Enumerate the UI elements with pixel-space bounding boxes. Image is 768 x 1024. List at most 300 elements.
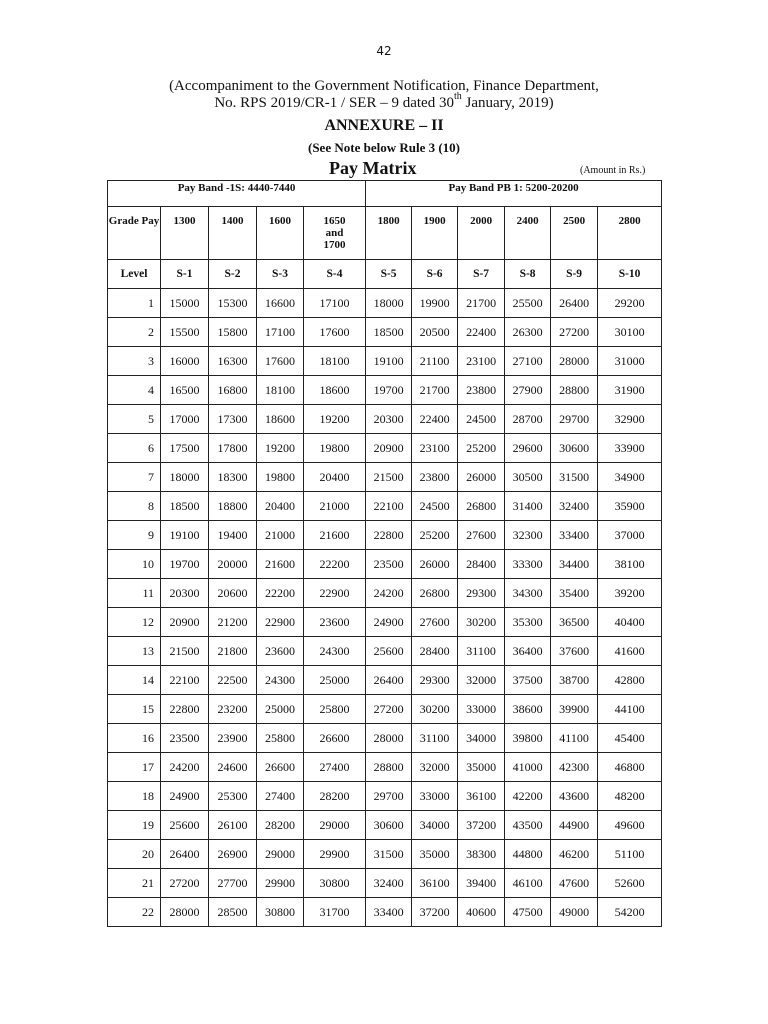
pay-value-cell: 40600	[458, 898, 505, 927]
pay-value-cell: 17100	[304, 289, 366, 318]
table-row	[108, 579, 662, 608]
pay-value-cell: 26900	[209, 840, 257, 869]
table-row	[108, 666, 662, 695]
pay-value-cell: 16000	[161, 347, 209, 376]
pay-value-cell: 28800	[551, 376, 598, 405]
pay-value-cell: 28400	[458, 550, 505, 579]
notification-number: No. RPS 2019/CR-1 / SER – 9 dated 30	[214, 95, 454, 111]
table-row	[108, 434, 662, 463]
pay-value-cell: 20900	[161, 608, 209, 637]
pay-value-cell: 28000	[161, 898, 209, 927]
pay-value-cell: 33000	[458, 695, 505, 724]
pay-value-cell: 47500	[505, 898, 551, 927]
pay-value-cell: 19800	[257, 463, 304, 492]
pay-value-cell: 21700	[412, 376, 458, 405]
pay-value-cell: 24600	[209, 753, 257, 782]
pay-value-cell: 25500	[505, 289, 551, 318]
row-index-cell: 4	[108, 376, 161, 405]
pay-value-cell: 33400	[366, 898, 412, 927]
pay-band-header-row	[108, 181, 662, 207]
pay-value-cell: 36100	[412, 869, 458, 898]
date-ordinal-suffix: th	[453, 91, 462, 102]
amount-unit-note: (Amount in Rs.)	[580, 165, 646, 176]
table-row	[108, 840, 662, 869]
pay-value-cell: 18300	[209, 463, 257, 492]
pay-value-cell: 19100	[366, 347, 412, 376]
pay-value-cell: 28200	[257, 811, 304, 840]
row-index-cell: 8	[108, 492, 161, 521]
pay-value-cell: 23900	[209, 724, 257, 753]
pay-value-cell: 26400	[551, 289, 598, 318]
pay-value-cell: 29600	[505, 434, 551, 463]
pay-value-cell: 38600	[505, 695, 551, 724]
pay-value-cell: 18000	[366, 289, 412, 318]
pay-value-cell: 15800	[209, 318, 257, 347]
pay-value-cell: 23600	[304, 608, 366, 637]
pay-value-cell: 17600	[257, 347, 304, 376]
pay-value-cell: 20300	[366, 405, 412, 434]
pay-value-cell: 27200	[161, 869, 209, 898]
pay-value-cell: 18500	[366, 318, 412, 347]
pay-value-cell: 39400	[458, 869, 505, 898]
row-index-cell: 15	[108, 695, 161, 724]
pay-value-cell: 20900	[366, 434, 412, 463]
pay-value-cell: 31700	[304, 898, 366, 927]
row-index-cell: 19	[108, 811, 161, 840]
pay-value-cell: 38700	[551, 666, 598, 695]
pay-value-cell: 20400	[257, 492, 304, 521]
pay-value-cell: 27900	[505, 376, 551, 405]
table-row	[108, 608, 662, 637]
table-row	[108, 753, 662, 782]
pay-value-cell: 31500	[551, 463, 598, 492]
pay-value-cell: 28700	[505, 405, 551, 434]
pay-value-cell: 22400	[412, 405, 458, 434]
pay-value-cell: 37200	[412, 898, 458, 927]
pay-value-cell: 36100	[458, 782, 505, 811]
pay-value-cell: 30600	[366, 811, 412, 840]
table-row	[108, 724, 662, 753]
pay-value-cell: 33900	[598, 434, 662, 463]
pay-value-cell: 30800	[304, 869, 366, 898]
pay-value-cell: 19700	[366, 376, 412, 405]
grade-pay-cell: 2000	[458, 207, 505, 260]
pay-value-cell: 29200	[598, 289, 662, 318]
pay-value-cell: 21200	[209, 608, 257, 637]
pay-value-cell: 29300	[458, 579, 505, 608]
pay-value-cell: 31400	[505, 492, 551, 521]
grade-pay-cell: 1800	[366, 207, 412, 260]
pay-value-cell: 28000	[366, 724, 412, 753]
pay-value-cell: 16500	[161, 376, 209, 405]
pay-value-cell: 32900	[598, 405, 662, 434]
pay-value-cell: 25200	[458, 434, 505, 463]
pay-value-cell: 39900	[551, 695, 598, 724]
pay-value-cell: 19900	[412, 289, 458, 318]
pay-value-cell: 37000	[598, 521, 662, 550]
pay-value-cell: 17600	[304, 318, 366, 347]
pay-value-cell: 26000	[412, 550, 458, 579]
pay-value-cell: 25800	[257, 724, 304, 753]
pay-value-cell: 25000	[257, 695, 304, 724]
pay-value-cell: 20400	[304, 463, 366, 492]
notification-date: January, 2019)	[461, 95, 554, 111]
pay-value-cell: 30500	[505, 463, 551, 492]
pay-value-cell: 42300	[551, 753, 598, 782]
grade-pay-row	[108, 207, 662, 260]
pay-value-cell: 21600	[304, 521, 366, 550]
table-row	[108, 347, 662, 376]
level-header-cell: S-2	[209, 260, 257, 289]
pay-value-cell: 32400	[366, 869, 412, 898]
pay-value-cell: 21800	[209, 637, 257, 666]
pay-value-cell: 24300	[257, 666, 304, 695]
table-row	[108, 492, 662, 521]
pay-value-cell: 17100	[257, 318, 304, 347]
pay-value-cell: 24500	[412, 492, 458, 521]
pay-value-cell: 15300	[209, 289, 257, 318]
pay-value-cell: 30200	[458, 608, 505, 637]
table-row	[108, 289, 662, 318]
row-index-cell: 17	[108, 753, 161, 782]
pay-value-cell: 46200	[551, 840, 598, 869]
pay-value-cell: 20500	[412, 318, 458, 347]
pay-value-cell: 22100	[366, 492, 412, 521]
pay-value-cell: 17300	[209, 405, 257, 434]
table-row	[108, 521, 662, 550]
pay-value-cell: 22800	[161, 695, 209, 724]
pay-value-cell: 36500	[551, 608, 598, 637]
pay-value-cell: 40400	[598, 608, 662, 637]
pay-value-cell: 25600	[366, 637, 412, 666]
grade-pay-cell: 1650 and 1700	[304, 207, 366, 260]
level-header-cell: S-1	[161, 260, 209, 289]
pay-value-cell: 38100	[598, 550, 662, 579]
pay-value-cell: 18500	[161, 492, 209, 521]
pay-value-cell: 29900	[304, 840, 366, 869]
pay-value-cell: 26800	[458, 492, 505, 521]
pay-value-cell: 27700	[209, 869, 257, 898]
pay-value-cell: 18100	[257, 376, 304, 405]
pay-value-cell: 45400	[598, 724, 662, 753]
pay-value-cell: 18600	[304, 376, 366, 405]
level-header-cell: S-4	[304, 260, 366, 289]
row-index-cell: 1	[108, 289, 161, 318]
pay-value-cell: 23800	[412, 463, 458, 492]
pay-value-cell: 21000	[257, 521, 304, 550]
pay-value-cell: 24300	[304, 637, 366, 666]
table-row	[108, 550, 662, 579]
pay-value-cell: 46800	[598, 753, 662, 782]
grade-pay-cell: 2400	[505, 207, 551, 260]
pay-value-cell: 41000	[505, 753, 551, 782]
pay-value-cell: 36400	[505, 637, 551, 666]
pay-value-cell: 32000	[458, 666, 505, 695]
pay-value-cell: 27100	[505, 347, 551, 376]
pay-value-cell: 19800	[304, 434, 366, 463]
pay-value-cell: 47600	[551, 869, 598, 898]
pay-value-cell: 29900	[257, 869, 304, 898]
pay-value-cell: 21100	[412, 347, 458, 376]
table-row	[108, 811, 662, 840]
pay-value-cell: 32000	[412, 753, 458, 782]
pay-value-cell: 37500	[505, 666, 551, 695]
pay-value-cell: 21500	[161, 637, 209, 666]
pay-value-cell: 24200	[366, 579, 412, 608]
pay-value-cell: 49600	[598, 811, 662, 840]
pay-value-cell: 43600	[551, 782, 598, 811]
row-index-cell: 18	[108, 782, 161, 811]
pay-band-pb1-header: Pay Band PB 1: 5200-20200	[366, 181, 662, 207]
pay-value-cell: 44100	[598, 695, 662, 724]
table-row	[108, 405, 662, 434]
pay-value-cell: 19700	[161, 550, 209, 579]
pay-value-cell: 24200	[161, 753, 209, 782]
row-index-cell: 2	[108, 318, 161, 347]
pay-value-cell: 18000	[161, 463, 209, 492]
pay-value-cell: 25200	[412, 521, 458, 550]
pay-value-cell: 33300	[505, 550, 551, 579]
pay-value-cell: 35000	[458, 753, 505, 782]
pay-value-cell: 27400	[257, 782, 304, 811]
pay-value-cell: 26800	[412, 579, 458, 608]
page-number: 42	[376, 44, 392, 58]
pay-value-cell: 19200	[257, 434, 304, 463]
row-index-cell: 20	[108, 840, 161, 869]
pay-value-cell: 26100	[209, 811, 257, 840]
pay-value-cell: 23800	[458, 376, 505, 405]
pay-value-cell: 29700	[551, 405, 598, 434]
grade-pay-cell: 1600	[257, 207, 304, 260]
row-index-cell: 9	[108, 521, 161, 550]
row-index-cell: 21	[108, 869, 161, 898]
pay-value-cell: 28200	[304, 782, 366, 811]
level-header-cell: S-6	[412, 260, 458, 289]
level-header-cell: S-3	[257, 260, 304, 289]
table-row	[108, 637, 662, 666]
pay-value-cell: 34000	[458, 724, 505, 753]
pay-value-cell: 46100	[505, 869, 551, 898]
pay-value-cell: 29000	[257, 840, 304, 869]
pay-value-cell: 31100	[458, 637, 505, 666]
pay-value-cell: 16600	[257, 289, 304, 318]
row-index-cell: 16	[108, 724, 161, 753]
pay-value-cell: 22900	[257, 608, 304, 637]
grade-pay-cell: 2500	[551, 207, 598, 260]
pay-value-cell: 24900	[366, 608, 412, 637]
pay-value-cell: 16300	[209, 347, 257, 376]
pay-value-cell: 31000	[598, 347, 662, 376]
pay-value-cell: 27200	[366, 695, 412, 724]
pay-value-cell: 37600	[551, 637, 598, 666]
pay-value-cell: 31100	[412, 724, 458, 753]
pay-value-cell: 26400	[366, 666, 412, 695]
pay-value-cell: 42200	[505, 782, 551, 811]
pay-value-cell: 30200	[412, 695, 458, 724]
pay-value-cell: 23100	[412, 434, 458, 463]
table-row	[108, 463, 662, 492]
grade-pay-cell: 2800	[598, 207, 662, 260]
pay-value-cell: 39800	[505, 724, 551, 753]
pay-value-cell: 29700	[366, 782, 412, 811]
pay-band-1s-header: Pay Band -1S: 4440-7440	[108, 181, 366, 207]
pay-value-cell: 25300	[209, 782, 257, 811]
pay-value-cell: 49000	[551, 898, 598, 927]
pay-value-cell: 15000	[161, 289, 209, 318]
pay-value-cell: 31900	[598, 376, 662, 405]
pay-value-cell: 48200	[598, 782, 662, 811]
level-header-cell: S-10	[598, 260, 662, 289]
level-header-row	[108, 260, 662, 289]
pay-value-cell: 39200	[598, 579, 662, 608]
pay-value-cell: 16800	[209, 376, 257, 405]
page-title: Pay Matrix	[329, 158, 417, 178]
pay-value-cell: 42800	[598, 666, 662, 695]
pay-value-cell: 20300	[161, 579, 209, 608]
grade-pay-cell: 1900	[412, 207, 458, 260]
pay-value-cell: 28800	[366, 753, 412, 782]
pay-value-cell: 52600	[598, 869, 662, 898]
level-header-cell: S-8	[505, 260, 551, 289]
pay-value-cell: 17800	[209, 434, 257, 463]
pay-value-cell: 25800	[304, 695, 366, 724]
pay-value-cell: 35000	[412, 840, 458, 869]
pay-value-cell: 24900	[161, 782, 209, 811]
pay-value-cell: 26600	[304, 724, 366, 753]
pay-value-cell: 35300	[505, 608, 551, 637]
pay-value-cell: 38300	[458, 840, 505, 869]
row-index-cell: 6	[108, 434, 161, 463]
pay-value-cell: 15500	[161, 318, 209, 347]
pay-value-cell: 33400	[551, 521, 598, 550]
pay-value-cell: 23600	[257, 637, 304, 666]
pay-value-cell: 23500	[161, 724, 209, 753]
row-index-cell: 14	[108, 666, 161, 695]
pay-value-cell: 35900	[598, 492, 662, 521]
grade-pay-cell: 1400	[209, 207, 257, 260]
table-row	[108, 898, 662, 927]
table-row	[108, 695, 662, 724]
pay-value-cell: 27600	[458, 521, 505, 550]
pay-value-cell: 26300	[505, 318, 551, 347]
pay-value-cell: 18800	[209, 492, 257, 521]
pay-value-cell: 51100	[598, 840, 662, 869]
pay-value-cell: 22800	[366, 521, 412, 550]
pay-value-cell: 21500	[366, 463, 412, 492]
table-row	[108, 782, 662, 811]
pay-value-cell: 35400	[551, 579, 598, 608]
table-row	[108, 318, 662, 347]
pay-value-cell: 26000	[458, 463, 505, 492]
pay-value-cell: 34900	[598, 463, 662, 492]
pay-value-cell: 43500	[505, 811, 551, 840]
pay-value-cell: 26400	[161, 840, 209, 869]
pay-value-cell: 22200	[257, 579, 304, 608]
pay-value-cell: 19100	[161, 521, 209, 550]
pay-value-cell: 34400	[551, 550, 598, 579]
row-index-cell: 10	[108, 550, 161, 579]
pay-value-cell: 22200	[304, 550, 366, 579]
pay-value-cell: 32400	[551, 492, 598, 521]
pay-value-cell: 30100	[598, 318, 662, 347]
pay-value-cell: 24500	[458, 405, 505, 434]
table-row	[108, 376, 662, 405]
see-note-reference: (See Note below Rule 3 (10)	[308, 140, 460, 155]
level-header-cell: S-9	[551, 260, 598, 289]
pay-value-cell: 28500	[209, 898, 257, 927]
pay-value-cell: 32300	[505, 521, 551, 550]
pay-value-cell: 31500	[366, 840, 412, 869]
pay-matrix-table	[107, 180, 662, 927]
pay-value-cell: 23200	[209, 695, 257, 724]
pay-value-cell: 41600	[598, 637, 662, 666]
pay-value-cell: 18100	[304, 347, 366, 376]
row-index-cell: 5	[108, 405, 161, 434]
pay-value-cell: 41100	[551, 724, 598, 753]
pay-value-cell: 27200	[551, 318, 598, 347]
annexure-heading: ANNEXURE – II	[324, 117, 444, 134]
pay-value-cell: 19200	[304, 405, 366, 434]
pay-value-cell: 23100	[458, 347, 505, 376]
pay-value-cell: 29000	[304, 811, 366, 840]
pay-value-cell: 27600	[412, 608, 458, 637]
pay-value-cell: 44900	[551, 811, 598, 840]
pay-value-cell: 30600	[551, 434, 598, 463]
pay-value-cell: 18600	[257, 405, 304, 434]
pay-value-cell: 34300	[505, 579, 551, 608]
pay-value-cell: 34000	[412, 811, 458, 840]
grade-pay-cell: 1300	[161, 207, 209, 260]
pay-value-cell: 23500	[366, 550, 412, 579]
pay-value-cell: 21700	[458, 289, 505, 318]
pay-value-cell: 22900	[304, 579, 366, 608]
pay-value-cell: 22100	[161, 666, 209, 695]
pay-value-cell: 19400	[209, 521, 257, 550]
grade-pay-label: Grade Pay	[108, 207, 161, 260]
pay-value-cell: 28000	[551, 347, 598, 376]
pay-value-cell: 21000	[304, 492, 366, 521]
row-index-cell: 11	[108, 579, 161, 608]
pay-value-cell: 25000	[304, 666, 366, 695]
pay-value-cell: 17000	[161, 405, 209, 434]
pay-value-cell: 30800	[257, 898, 304, 927]
pay-value-cell: 29300	[412, 666, 458, 695]
pay-value-cell: 26600	[257, 753, 304, 782]
pay-value-cell: 27400	[304, 753, 366, 782]
pay-value-cell: 21600	[257, 550, 304, 579]
table-row	[108, 869, 662, 898]
pay-value-cell: 22400	[458, 318, 505, 347]
level-header-cell: S-5	[366, 260, 412, 289]
level-label: Level	[108, 260, 161, 289]
pay-value-cell: 25600	[161, 811, 209, 840]
notification-reference-line-1: (Accompaniment to the Government Notification, Finance Department,	[169, 78, 599, 94]
pay-value-cell: 33000	[412, 782, 458, 811]
row-index-cell: 12	[108, 608, 161, 637]
pay-value-cell: 37200	[458, 811, 505, 840]
pay-value-cell: 22500	[209, 666, 257, 695]
pay-value-cell: 20000	[209, 550, 257, 579]
row-index-cell: 22	[108, 898, 161, 927]
pay-value-cell: 44800	[505, 840, 551, 869]
pay-value-cell: 20600	[209, 579, 257, 608]
level-header-cell: S-7	[458, 260, 505, 289]
pay-value-cell: 28400	[412, 637, 458, 666]
pay-value-cell: 54200	[598, 898, 662, 927]
notification-reference-line-2	[0, 91, 768, 111]
row-index-cell: 3	[108, 347, 161, 376]
row-index-cell: 13	[108, 637, 161, 666]
